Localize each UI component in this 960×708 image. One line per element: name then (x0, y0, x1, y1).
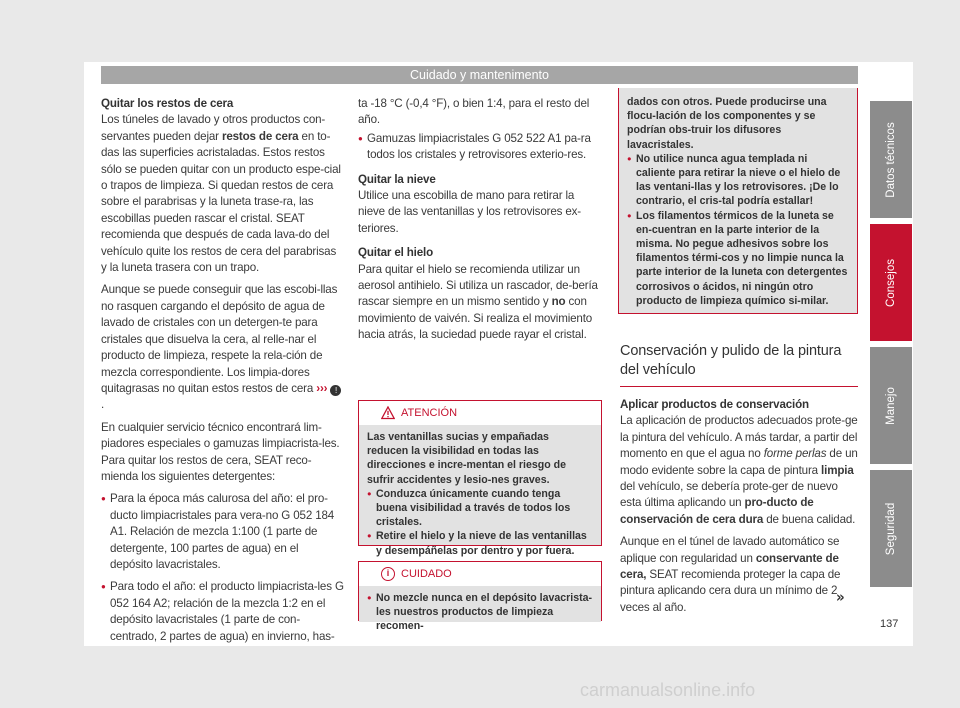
caution-body (359, 586, 601, 633)
warning-triangle-icon (381, 406, 395, 420)
text: Aunque se puede conseguir que las escobi-llas no rasquen cargando el depósito de agua de lavado de cristales con un detergen-te para cristales que disuelva la cera, al relle-nar el producto de limpieza, respete la rela-ción de mezcla correspondiente. Los limpia-dores quitagrasas no quitan estos restos de cera (101, 283, 338, 395)
text: Para quitar el hielo se recomienda utilizar un aerosol antihielo. Si utiliza un rascador, de-bería rascar siempre en un mismo sentido y (358, 262, 598, 309)
paragraph: Utilice una escobilla de mano para retirar la nieve de las ventanillas y los retrovisores ex-teriores. (358, 189, 581, 235)
page-number: 137 (880, 618, 899, 630)
caution-header (359, 562, 601, 586)
caution-item: ● No mezcle nunca en el depósito lavacrista-les nuestros productos de limpieza recomen- (367, 591, 593, 634)
paragraph: En cualquier servicio técnico encontrará lim-piadores especiales o gamuzas limpiacrista-les. Para quitar los restos de cera, SEAT reco-mienda los siguientes detergentes: (101, 420, 340, 483)
bold-text: restos de cera (221, 129, 299, 143)
text: Los túneles de lavado y otros productos con-servantes pueden dejar (101, 113, 326, 143)
warning-item: ● Conduzca únicamente cuando tenga buena visibilidad a través de todos los cristales. (367, 487, 593, 530)
paragraph (358, 262, 602, 344)
tab-seguridad[interactable] (870, 470, 912, 587)
column-3 (620, 342, 858, 622)
bold-text: no (551, 295, 566, 309)
tab-label: Datos técnicos (885, 121, 897, 198)
tab-label: Manejo (885, 386, 897, 425)
subheading-conservation: Aplicar productos de conservación (620, 398, 809, 411)
warning-item: ● Retire el hielo y la nieve de las ventanillas y desempáñelas por dentro y por fuera. (367, 529, 593, 557)
section-title: Conservación y pulido de la pintura del vehículo (620, 342, 858, 387)
bold-text: pro-ducto de conservación de cera dura (620, 496, 814, 526)
caution-body-continued (619, 88, 857, 313)
text: en to-das las superficies acristaladas. Estos restos sólo se pueden quitar con un producto espe-cial o trapos de limpieza. Si quedan restos de cera sobre el parabrisas y la luneta trase-ra, las escobillas pueden rascar el cristal. SEAT recomienda que después de cada lava-do del vehículo quite los restos de cera del parabrisas y la luneta trasera con un trapo. (101, 129, 341, 275)
column-1 (101, 96, 344, 645)
subheading-wax: Quitar los restos de cera (101, 97, 234, 110)
paragraph: ta -18 °C (-0,4 °F), o bien 1:4, para el resto del año. (358, 97, 590, 127)
list-item: ● Para todo el año: el producto limpiacrista-les G 052 164 A2; relación de la mezcla 1:2 en el depósito lavacristales (1 parte de con-centrado, 2 partes de agua) en invierno, has- (101, 579, 344, 645)
paragraph (101, 112, 344, 276)
subheading-snow: Quitar la nieve (358, 172, 436, 186)
caution-item: ● No utilice nunca agua templada ni caliente para retirar la nieve o el hielo de las ventani-llas y los retrovisores. ¡De lo contrario, el cris-tal podría estallar! (627, 152, 849, 209)
paragraph (620, 534, 858, 616)
tab-datos-tecnicos[interactable] (870, 101, 912, 218)
warning-box (358, 400, 602, 557)
info-circle-icon: i (381, 567, 395, 581)
text: del vehículo, se debería prote-ger de nuevo esta última aplicando un (620, 480, 838, 510)
text: La aplicación de productos adecuados prote-ge la pintura del vehículo. A más tardar, a partir del momento en que el agua no (620, 414, 858, 461)
warning-header (359, 401, 601, 425)
text: de buena calidad. (763, 512, 856, 526)
column-2 (358, 96, 602, 350)
bold-text: conservante de cera, (620, 551, 839, 582)
page-header: Cuidado y mantenimento (101, 66, 858, 84)
caution-box-continued (618, 88, 858, 314)
paragraph (620, 413, 858, 528)
tab-manejo[interactable] (870, 347, 912, 464)
italic-text: forme perlas (763, 447, 827, 461)
bold-text: limpia (821, 463, 854, 477)
text: SEAT recomienda proteger la capa de pintura aplicando cera dura un mínimo de 2 veces al año. (620, 568, 841, 614)
warning-body (359, 425, 601, 557)
text: con movimiento de vaivén. Si realiza el movimiento hacia atrás, la suciedad puede rayar el cristal. (358, 295, 593, 342)
warning-ref-icon: ! (330, 385, 341, 396)
text: Aunque en el túnel de lavado automático se aplique con regularidad un (620, 535, 840, 565)
subheading-ice: Quitar el hielo (358, 246, 434, 260)
warning-intro: Las ventanillas sucias y empañadas reducen la visibilidad en todas las direcciones e incre-mentan el riesgo de sufrir accidentes y lesio-nes graves. (367, 431, 567, 486)
watermark: carmanualsonline.info (580, 680, 756, 700)
list-item: ● Gamuzas limpiacristales G 052 522 A1 pa-ra todos los cristales y retrovisores exterio-res. (358, 131, 602, 164)
tab-label: Consejos (885, 258, 897, 307)
text: de un modo evidente sobre la capa de pintura (620, 447, 858, 477)
paragraph: Aunque se puede conseguir que las escobi-llas no rasquen cargando el depósito de agua de lavado de cristales con un detergen-te para cristales que disuelva la cera, al relle-nar el producto de limpieza, respete la rela-ción de mezcla correspondiente. Los limpia-dores quitagrasas no quitan estos restos de cera ››› !. (101, 282, 344, 413)
list-item: ● Para la época más calurosa del año: el pro-ducto limpiacristales para vera-no G 052 184 A1. Relación de mezcla 1:100 (1 parte de detergente, 100 partes de agua) en el depósito lavacristales. (101, 491, 344, 573)
caution-text: dados con otros. Puede producirse una flocu-lación de los componentes y se podrían obs-truir los difusores lavacristales. (627, 96, 827, 151)
caution-box (358, 561, 602, 633)
tab-label: Seguridad (885, 502, 897, 555)
caution-title: CUIDADO (401, 568, 452, 580)
tab-consejos[interactable] (870, 224, 912, 341)
continue-mark: » (836, 588, 845, 606)
caution-item: ● Los filamentos térmicos de la luneta se en-cuentran en la parte interior de la misma. No pegue adhesivos sobre los filamentos térmi-cos y no limpie nunca la parte interior de la luneta con detergentes corrosivos o ácidos, ni ningún otro producto de limpieza químico si-milar. (627, 209, 849, 308)
cross-reference-link[interactable]: ››› (316, 381, 328, 395)
warning-title: ATENCIÓN (401, 407, 458, 419)
